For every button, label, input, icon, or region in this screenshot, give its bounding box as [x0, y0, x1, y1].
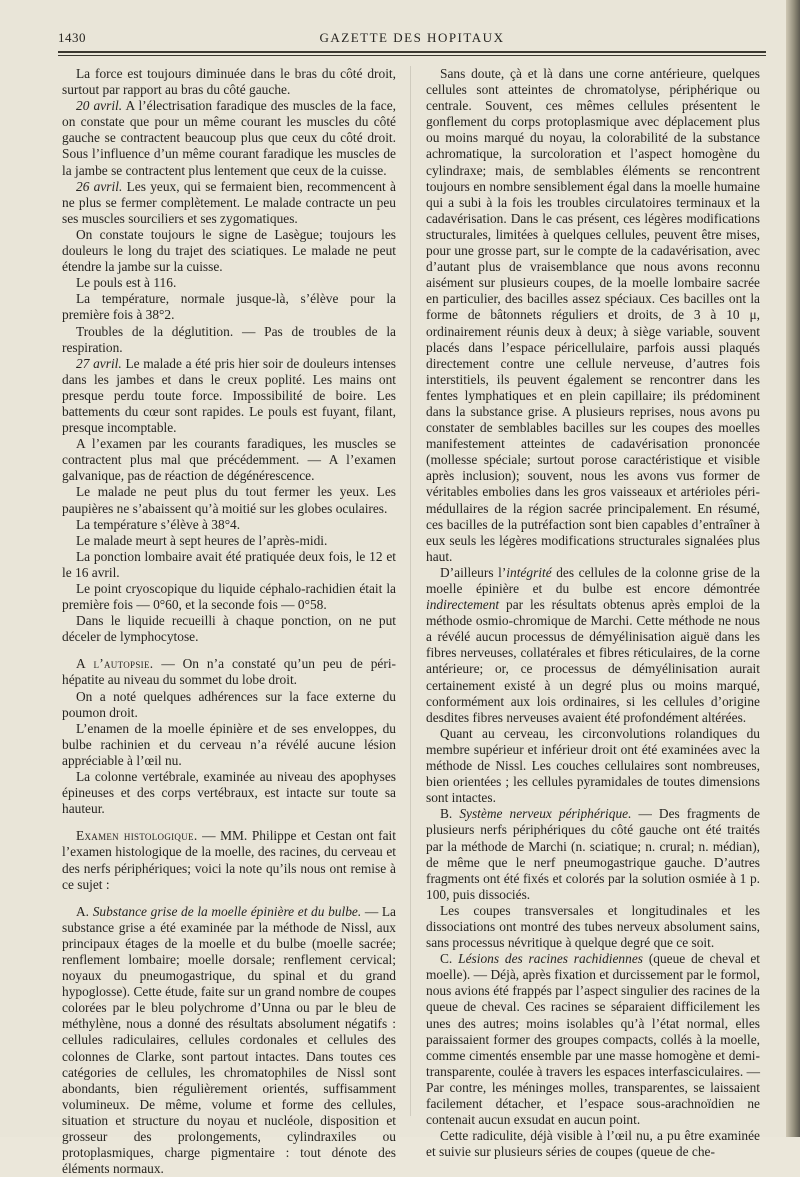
- section-heading: A l’autopsie.: [76, 656, 154, 672]
- subsection-title: Substance grise de la moelle épinière et du bulbe.: [92, 903, 362, 919]
- paragraph: Cette radiculite, déjà visible à l’œil nu, a pu être examinée et suivie sur plusieurs séries de coupes (queue de che-: [426, 1128, 760, 1160]
- paragraph: La colonne vertébrale, examinée au niveau des apophyses épineuses et des corps vertébraux, est intacte sur toute sa hauteur.: [62, 769, 396, 817]
- paragraph: Les coupes transversales et longitudinales et les dissociations ont montré des tubes nerveux absolument sains, sans processus névritique à quelque degré que ce soit.: [426, 902, 760, 951]
- paragraph: Le malade meurt à sept heures de l’après-midi.: [76, 532, 328, 548]
- paragraph: A l’autopsie. — On n’a constaté qu’un peu de péri-hépatite au niveau du sommet du lobe droit.: [62, 656, 397, 688]
- date-label: 26 avril.: [76, 178, 123, 194]
- header-rule-thin: [58, 55, 766, 56]
- paragraph: 26 avril. Les yeux, qui se fermaient bien, recommencent à ne plus se fermer complètement. Le malade contracte un peu ses muscles sourciliers et ses zygomatiques.: [62, 178, 396, 226]
- paragraph: On a noté quelques adhérences sur la face externe du poumon droit.: [62, 688, 396, 720]
- column-divider: [410, 66, 411, 1116]
- paragraph: A. Substance grise de la moelle épinière et du bulbe. — La substance grise a été examinée par la méthode de Nissl, aux principaux étages de la moelle et du bulbe (moelle sacrée; renflement lombaire; moelle dorsale; renflement cervical; noyaux du pneumogastrique, du spinal et du grand hypoglosse). Cette étude, faite sur un grand nombre de coupes colorées par le bleu polychrome d’Unna ou par le bleu de méthylène, nous a donné des résultats absolument négatifs : cellules radiculaires, cellules cordonales et cellules des colonnes de Clarke, sont partout intactes. Dans toutes ces catégories de cellules, les chromatophiles de Nissl sont abondants, bien régulièrement orientés, suffisamment volumineux. De même, volume et forme des cellules, situation et structure du noyau et nucléole, disposition et grosseur des prolongements, cylindraxiles ou protoplasmiques, charge pigmentaire : tout dénote des éléments normaux.: [62, 903, 396, 1177]
- paragraph: D’ailleurs l’intégrité des cellules de la colonne grise de la moelle épinière et du bulbe est encore démontrée indirectement par les résultats obtenus après emploi de la méthode osmio-chromique de Marchi. Cette méthode ne nous a révélé aucun processus de démyélinisation aiguë dans les fibres nerveuses, collatérales et fibres réticulaires, de la corne antérieure; or, ce processus de démyélinisation aurait certainement existé à un degré plus ou moins marqué, conformément aux lois ordinaires, si les cellules d’origine desdites fibres nerveuses avaient été profondément altérées.: [426, 564, 760, 725]
- paragraph: La température, normale jusque-là, s’élève pour la première fois à 38°2.: [62, 291, 396, 323]
- date-label: 27 avril.: [76, 355, 122, 371]
- emphasis: indirectement: [426, 597, 500, 613]
- paragraph: La température s’élève à 38°4.: [76, 516, 241, 532]
- paragraph: Examen histologique. — MM. Philippe et Cestan ont fait l’examen histologique de la moelle, des racines, du cerveau et des nerfs périphériques; voici la note qu’ils nous ont remise à ce sujet :: [62, 828, 396, 892]
- paragraph: Dans le liquide recueilli à chaque ponction, on ne put déceler de lymphocytose.: [62, 613, 396, 645]
- date-label: 20 avril.: [76, 98, 123, 114]
- paragraph: 27 avril. Le malade a été pris hier soir de douleurs intenses dans les jambes et dans le creux poplité. Les mains ont presque perdu toute force. Impossibilité de boire. Les battements du cœur sont rapides. Le pouls est fuyant, filant, presque incomptable.: [62, 355, 396, 436]
- page-header: [58, 30, 766, 50]
- section-heading: Examen histologique.: [76, 828, 198, 844]
- paragraph: Le pouls est à 116.: [76, 275, 177, 291]
- paragraph: On constate toujours le signe de Lasègue; toujours les douleurs le long du trajet des sciatiques. Le malade ne peut étendre la jambe sur la cuisse.: [62, 226, 396, 275]
- subsection-title: Système nerveux périphérique.: [459, 806, 632, 822]
- paragraph: B. Système nerveux périphérique. — Des fragments de plusieurs nerfs périphériques du côté gauche ont été traités par la méthode de Marchi (n. sciatique; n. crural; n. médian), de même que le nerf pneumogastrique gauche. D’autres fragments ont été fixés et colorés par la solution osmiée à 1 p. 100, puis dissociés.: [426, 806, 760, 902]
- right-column: [426, 66, 760, 1160]
- page-number: 1430: [58, 30, 86, 45]
- paragraph: C. Lésions des racines rachidiennes (queue de cheval et moelle). — Déjà, après fixation et durcissement par le formol, nous avions été frappés par l’aspect singulier des racines de la queue de cheval. Ces racines se séparaient difficilement les unes des autres; moins isolables qu’à l’état normal, elles paraissaient former des groupes compacts, collés à la moelle, comme cimentés ensemble par une masse homogène et demi-transparente, coulée à travers les espaces interfasciculaires. — Par contre, les méninges molles, transparentes, se laissaient facilement détacher, et l’espace sous-arachnoïdien ne contenait aucun exsudat en aucun point.: [426, 951, 760, 1128]
- left-column: [62, 66, 396, 1177]
- subsection-title: Lésions des racines rachidiennes: [458, 951, 643, 967]
- paragraph: La ponction lombaire avait été pratiquée deux fois, le 12 et le 16 avril.: [62, 548, 396, 580]
- paragraph: Le point cryoscopique du liquide céphalo-rachidien était la première fois — 0°60, et la seconde fois — 0°58.: [62, 581, 396, 613]
- journal-title: GAZETTE DES HOPITAUX: [319, 30, 505, 45]
- header-rule-thick: [58, 51, 766, 53]
- paragraph: Sans doute, çà et là dans une corne antérieure, quelques cellules sont atteintes de chromatolyse, périphérique ou centrale. Souvent, ces mêmes cellules présentent le gonflement du corps protoplasmique avec déplacement plus ou moins marqué du noyau, la colorabilité de la substance achromatique, la surcoloration et l’aspect homogène du cylindraxe; mais, de semblables éléments se rencontrent toujours en nombre sensiblement égal dans la moelle humaine qui a subi à la fois les troubles circulatoires terminaux et la cadavérisation. Dans le cas présent, ces légères modifications structurales, limitées à quelques cellules, peuvent être mises, pour une grosse part, sur le compte de la cadavérisation, avec d’autant plus de vraisemblance que nous avons reconnu aisément sur plusieurs coupes, de la moelle lombaire sacrée en particulier, des bacilles assez spéciaux. Ces bacilles ont la forme de bâtonnets réguliers et droits, de 3 à 10 μ, ordinairement réunis deux à deux; à siège variable, souvent placés dans l’espace péricellulaire, parfois aussi plaqués directement contre une cellule nerveuse, d’autres fois interstitiels, ils peuvent également se rencontrer dans les fentes lymphatiques et en plein capillaire; ils prédominent dans la substance grise. A plusieurs reprises, nous avons pu constater de semblables bacilles sur les coupes des moelles manifestement atteintes de cadavérisation prononcée (mollesse spéciale; surtout porose caractéristique et visible après inclusion); souvent, nous les avons vus former de véritables embolies dans les gros vaisseaux et artérioles péri-médullaires de la région sacrée principalement. En résumé, ces bacilles de la putréfaction sont bien capables d’entraîner à eux seuls les légères modifications structurales signalées plus haut.: [426, 66, 760, 564]
- paragraph: 20 avril. A l’électrisation faradique des muscles de la face, on constate que pour un même courant les muscles du côté gauche se contractent beaucoup plus que ceux du côté droit. Sous l’influence d’un même courant faradique les muscles de la jambe se contractent plus lentement que ceux de la cuisse.: [62, 98, 396, 178]
- paragraph: A l’examen par les courants faradiques, les muscles se contractent plus mal que précédemment. — A l’examen galvanique, pas de réaction de dégénérescence.: [62, 436, 396, 484]
- binding-edge: [786, 0, 800, 1137]
- paragraph: Quant au cerveau, les circonvolutions rolandiques du membre supérieur et inférieur droit ont été examinées avec la méthode de Nissl. Les couches cellulaires sont nombreuses, bien orientées ; les cellules pyramidales de toutes dimensions sont intactes.: [426, 725, 760, 806]
- paragraph: L’enamen de la moelle épinière et de ses enveloppes, du bulbe rachinien et du cerveau n’a révélé aucune lésion appréciable à l’œil nu.: [62, 720, 396, 768]
- paragraph: La force est toujours diminuée dans le bras du côté droit, surtout par rapport au bras du côté gauche.: [62, 66, 396, 98]
- paragraph: Le malade ne peut plus du tout fermer les yeux. Les paupières ne s’abaissent qu’à moitié sur les globes oculaires.: [62, 484, 396, 516]
- emphasis: intégrité: [506, 564, 552, 580]
- paragraph: Troubles de la déglutition. — Pas de troubles de la respiration.: [62, 323, 396, 355]
